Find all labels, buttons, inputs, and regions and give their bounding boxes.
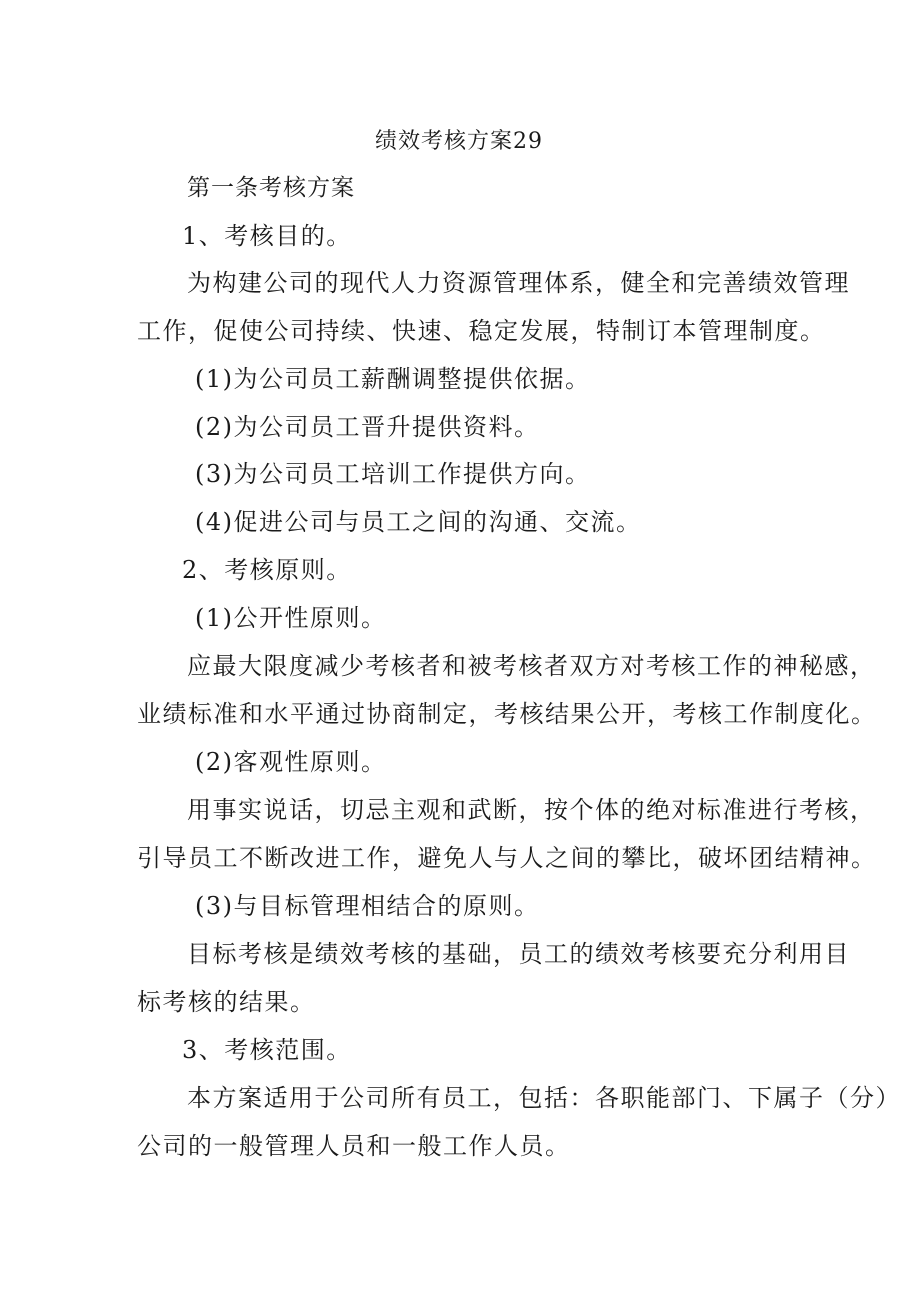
paragraph-line: 用事实说话，切忌主观和武断，按个体的绝对标准进行考核， xyxy=(187,796,876,824)
paragraph-line: 目标考核是绩效考核的基础，员工的绩效考核要充分利用目 xyxy=(187,940,850,968)
paragraph-line: 本方案适用于公司所有员工，包括：各职能部门、下属子（分） xyxy=(187,1084,901,1112)
paragraph-line: 应最大限度减少考核者和被考核者双方对考核工作的神秘感， xyxy=(187,652,876,680)
item-heading: 3、考核范围。 xyxy=(182,1036,352,1064)
paragraph-line: 业绩标准和水平通过协商制定，考核结果公开，考核工作制度化。 xyxy=(137,700,877,728)
list-item: (2)为公司员工晋升提供资料。 xyxy=(195,413,540,441)
item-heading: 2、考核原则。 xyxy=(182,556,352,584)
document-title: 绩效考核方案29 xyxy=(375,129,543,154)
subsection-heading: (2)客观性原则。 xyxy=(195,748,387,776)
paragraph-line: 工作，促使公司持续、快速、稳定发展，特制订本管理制度。 xyxy=(137,317,826,345)
list-item: (4)促进公司与员工之间的沟通、交流。 xyxy=(195,508,642,536)
paragraph-line: 标考核的结果。 xyxy=(137,988,316,1016)
item-heading: 1、考核目的。 xyxy=(182,222,352,250)
list-item: (3)为公司员工培训工作提供方向。 xyxy=(195,460,591,488)
paragraph-line: 为构建公司的现代人力资源管理体系，健全和完善绩效管理 xyxy=(187,269,850,297)
paragraph-line: 公司的一般管理人员和一般工作人员。 xyxy=(137,1132,571,1160)
list-item: (1)为公司员工薪酬调整提供依据。 xyxy=(195,365,591,393)
section-heading: 第一条考核方案 xyxy=(187,175,355,201)
paragraph-line: 引导员工不断改进工作，避免人与人之间的攀比，破坏团结精神。 xyxy=(137,844,877,872)
subsection-heading: (3)与目标管理相结合的原则。 xyxy=(195,892,540,920)
subsection-heading: (1)公开性原则。 xyxy=(195,604,387,632)
